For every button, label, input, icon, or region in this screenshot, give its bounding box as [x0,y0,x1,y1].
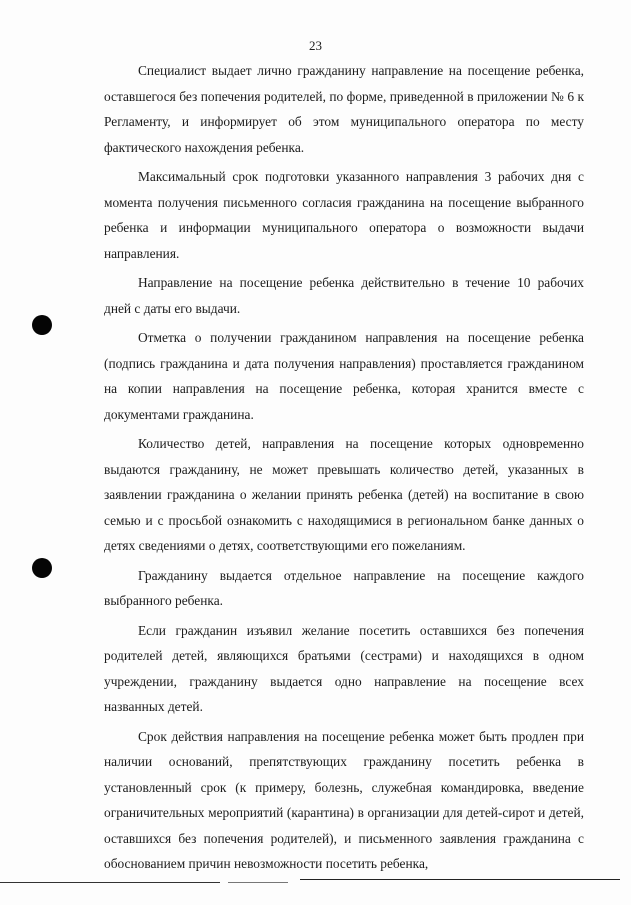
paragraph: Гражданину выдается отдельное направление на посещение каждого выбранного ребенка. [104,567,584,608]
paragraph: Срок действия направления на посещение ребенка может быть продлен при наличии оснований, препятствующих гражданину посетить ребенка в установленный срок (к примеру, болезнь, служебная командировка, введение ограничительных мероприятий (карантина) в организации для детей-сирот и детей, оставшихся без попечения родителей), и письменного заявления гражданина с обоснованием причин невозможности посетить ребенка, [104,728,584,871]
footer-rule [0,882,220,883]
paragraph: Максимальный срок подготовки указанного направления 3 рабочих дня с момента получения письменного согласия гражданина на посещение выбранного ребенка и информации муниципального оператора о возможности выдачи направления. [104,169,584,261]
punch-hole [32,315,52,335]
paragraph: Направление на посещение ребенка действительно в течение 10 рабочих дней с даты его выдачи. [104,275,584,316]
body-text [104,58,584,881]
paragraph: Отметка о получении гражданином направления на посещение ребенка (подпись гражданина и дата получения направления) проставляется гражданином на копии направления на посещение ребенка, которая хранится вместе с документами гражданина. [104,330,584,422]
paragraph: Специалист выдает лично гражданину направление на посещение ребенка, оставшегося без попечения родителей, по форме, приведенной в приложении № 6 к Регламенту, и информирует об этом муниципального оператора по месту фактического нахождения ребенка. [104,63,584,155]
paragraph: Количество детей, направления на посещение которых одновременно выдаются гражданину, не может превышать количество детей, указанных в заявлении гражданина о желании принять ребенка (детей) на воспитание в свою семью и с просьбой ознакомить с находящимися в региональном банке данных о детях сведениями о детях, соответствующими его пожеланиям. [104,436,584,553]
footer-rule [228,882,288,883]
page-number: 23 [309,38,322,53]
paragraph: Если гражданин изъявил желание посетить оставшихся без попечения родителей детей, являющихся братьями (сестрами) и находящихся в одном учреждении, гражданину выдается одно направление на посещение всех названных детей. [104,622,584,714]
punch-hole [32,558,52,578]
footer-rule [300,879,620,880]
